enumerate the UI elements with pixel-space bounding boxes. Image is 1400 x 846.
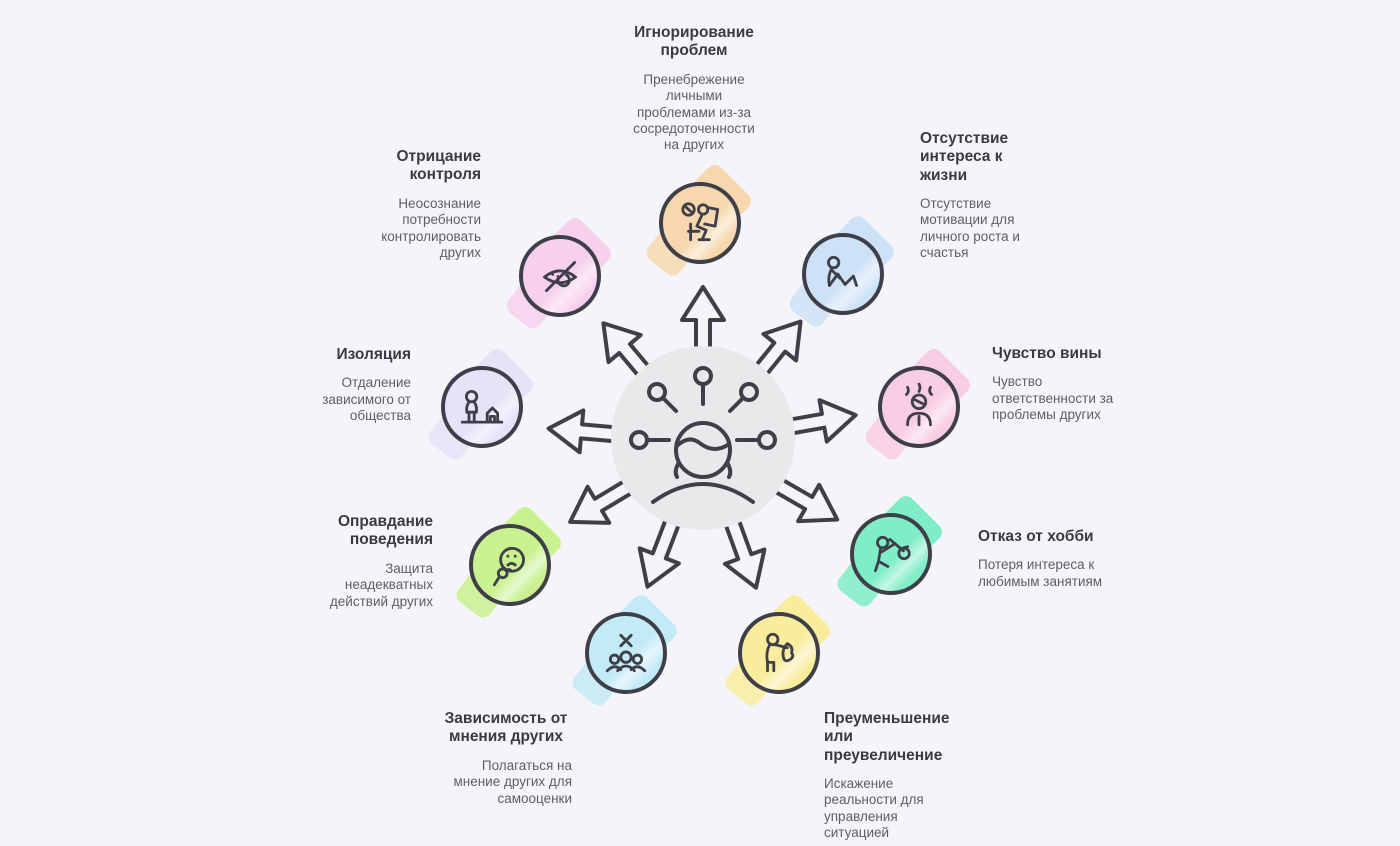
icon-circle: [802, 233, 884, 315]
person-at-desk-no-sign-icon: [675, 198, 725, 248]
label-ignoring-problems: [628, 24, 760, 154]
node-opinion-dependence: [585, 612, 667, 694]
label-control-denial: [355, 148, 481, 261]
node-minimize-exaggerate: [738, 612, 820, 694]
label-guilt: [992, 345, 1118, 424]
item-title: Зависимость от мнения других: [444, 710, 568, 746]
label-justify-behavior: [312, 513, 433, 610]
item-title: Чувство вины: [992, 345, 1102, 362]
icon-circle: [738, 612, 820, 694]
node-isolation: [441, 366, 523, 448]
person-holding-mask-icon: [754, 628, 804, 678]
icon-circle: [878, 366, 960, 448]
sitting-person-icon: [818, 249, 868, 299]
icon-circle: [585, 612, 667, 694]
icon-circle: [469, 524, 551, 606]
node-hobby-refusal: [850, 513, 932, 595]
item-title: Преуменьшение или преувеличение: [824, 710, 950, 764]
item-description: Полагаться на мнение других для самооценки: [453, 757, 572, 806]
item-title: Оправдание поведения: [337, 513, 433, 549]
icon-circle: [519, 235, 601, 317]
item-description: Отдаление зависимого от общества: [322, 375, 411, 424]
thinking-face-icon: [485, 540, 535, 590]
node-justify-behavior: [469, 524, 551, 606]
item-description: Потеря интереса к любимым занятиям: [978, 557, 1103, 589]
person-with-bundle-icon: [866, 529, 916, 579]
item-description: Чувство ответственности за проблемы других: [992, 374, 1114, 423]
item-description: Неосознание потребности контролировать других: [381, 195, 481, 260]
item-title: Игнорирование проблем: [634, 24, 754, 60]
item-description: Отсутствие мотивации для личного роста и счастья: [920, 195, 1020, 261]
group-with-x-icon: [601, 628, 651, 678]
label-no-interest-in-life: [920, 130, 1026, 262]
item-description: Защита неадекватных действий других: [329, 560, 433, 609]
label-hobby-refusal: [978, 528, 1104, 590]
eye-slash-icon: [535, 251, 585, 301]
icon-circle: [850, 513, 932, 595]
item-title: Изоляция: [336, 346, 411, 363]
icon-circle: [441, 366, 523, 448]
label-minimize-exaggerate: [824, 710, 950, 842]
icon-circle: [659, 182, 741, 264]
label-opinion-dependence: [440, 710, 572, 807]
label-isolation: [296, 346, 411, 425]
item-title: Отрицание контроля: [396, 148, 481, 184]
item-description: Пренебрежение личными проблемами из-за сосредоточенности на других: [633, 71, 755, 153]
node-no-interest-in-life: [802, 233, 884, 315]
node-guilt: [878, 366, 960, 448]
item-description: Искажение реальности для управления ситуацией: [824, 775, 924, 841]
item-title: Отсутствие интереса к жизни: [920, 130, 1009, 184]
node-ignoring-problems: [659, 182, 741, 264]
stressed-person-icon: [894, 382, 944, 432]
node-control-denial: [519, 235, 601, 317]
person-and-house-icon: [457, 382, 507, 432]
item-title: Отказ от хобби: [978, 528, 1094, 545]
